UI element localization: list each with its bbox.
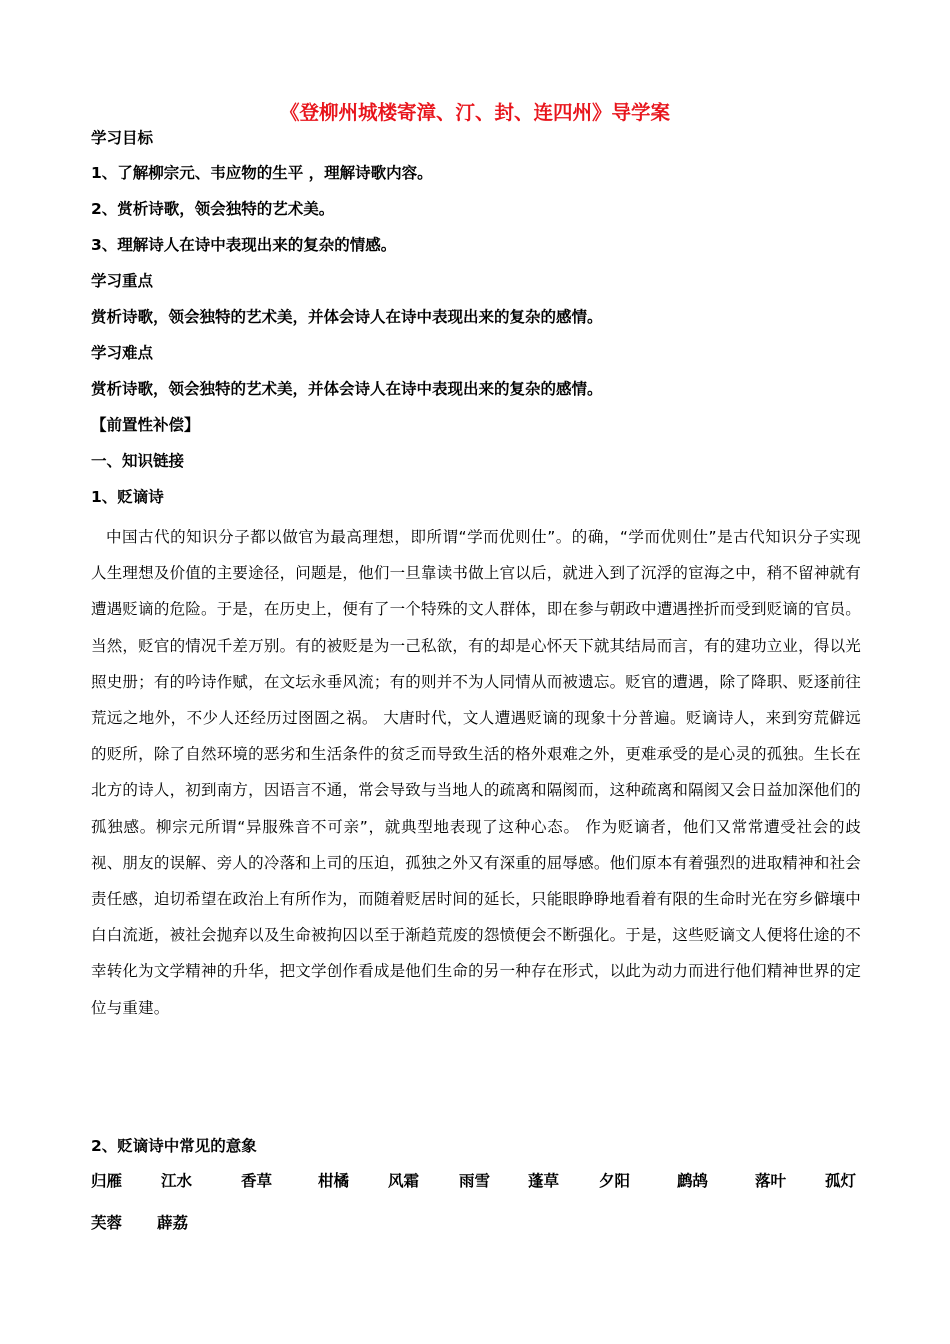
goal-item: 1、了解柳宗元、韦应物的生平 ，理解诗歌内容。 [91, 164, 433, 182]
imagery-item: 芙蓉 [91, 1214, 123, 1232]
imagery-item: 薜荔 [157, 1214, 189, 1232]
difficulty-text: 赏析诗歌，领会独特的艺术美，并体会诗人在诗中表现出来的复杂的感情。 [91, 380, 603, 398]
subheading-banished-poetry: 1、贬谪诗 [91, 488, 164, 506]
imagery-item: 孤灯 [825, 1172, 857, 1190]
imagery-item: 柑橘 [318, 1172, 350, 1190]
knowledge-link-heading: 一、知识链接 [91, 452, 185, 470]
key-point-heading: 学习重点 [91, 272, 154, 290]
key-point-text: 赏析诗歌，领会独特的艺术美，并体会诗人在诗中表现出来的复杂的感情。 [91, 308, 603, 326]
imagery-item: 雨雪 [459, 1172, 491, 1190]
imagery-item: 归雁 [91, 1172, 123, 1190]
imagery-item: 夕阳 [599, 1172, 631, 1190]
imagery-item: 鹧鸪 [677, 1172, 709, 1190]
goal-item: 2、赏析诗歌，领会独特的艺术美。 [91, 200, 335, 218]
subheading-imagery: 2、贬谪诗中常见的意象 [91, 1137, 257, 1155]
difficulty-heading: 学习难点 [91, 344, 154, 362]
document-title: 《登柳州城楼寄漳、汀、封、连四州》导学案 [279, 101, 670, 124]
goal-item: 3、理解诗人在诗中表现出来的复杂的情感。 [91, 236, 397, 254]
imagery-item: 蓬草 [528, 1172, 560, 1190]
imagery-item: 香草 [241, 1172, 273, 1190]
imagery-item: 落叶 [755, 1172, 787, 1190]
goals-heading: 学习目标 [91, 129, 154, 147]
body-paragraph: 中国古代的知识分子都以做官为最高理想，即所谓“学而优则仕”。的确，“学而优则仕”是古代知识分子实现人生理想及价值的主要途径，问题是，他们一旦靠读书做上官以后，就进入到了沉浮的宦海之中，稍不留神就有遭遇贬谪的危险。于是，在历史上，便有了一个特殊的文人群体，即在参与朝政中遭遇挫折而受到贬谪的官员。当然，贬官的情况千差万别。有的被贬是为一己私欲，有的却是心怀天下就其结局而言，有的建功立业，得以光照史册；有的吟诗作赋，在文坛永垂风流；有的则并不为人同情从而被遗忘。贬官的遭遇，除了降职、贬逐前往荒远之地外，不少人还经历过囹圄之祸。 大唐时代，文人遭遇贬谪的现象十分普遍。贬谪诗人，来到穷荒僻远的贬所，除了自然环境的恶劣和生活条件的贫乏而导致生活的格外艰难之外，更难承受的是心灵的孤独。生长在北方的诗人，初到南方，因语言不通，常会导致与当地人的疏离和隔阂而，这种疏离和隔阂又会日益加深他们的孤独感。柳宗元所谓“异服殊音不可亲”，就典型地表现了这种心态。 作为贬谪者，他们又常常遭受社会的歧视、朋友的误解、旁人的冷落和上司的压迫，孤独之外又有深重的屈辱感。他们原本有着强烈的进取精神和社会责任感，迫切希望在政治上有所作为，而随着贬居时间的延长，只能眼睁睁地看着有限的生命时光在穷乡僻壤中白白流逝，被社会抛弃以及生命被拘囚以至于渐趋荒废的怨愤便会不断强化。于是，这些贬谪文人便将仕途的不幸转化为文学精神的升华，把文学创作看成是他们生命的另一种存在形式，以此为动力而进行他们精神世界的定位与重建。 [91, 528, 861, 1017]
pre-section-heading: 【前置性补偿】 [91, 416, 200, 434]
imagery-item: 江水 [161, 1172, 193, 1190]
imagery-item: 风霜 [388, 1172, 420, 1190]
